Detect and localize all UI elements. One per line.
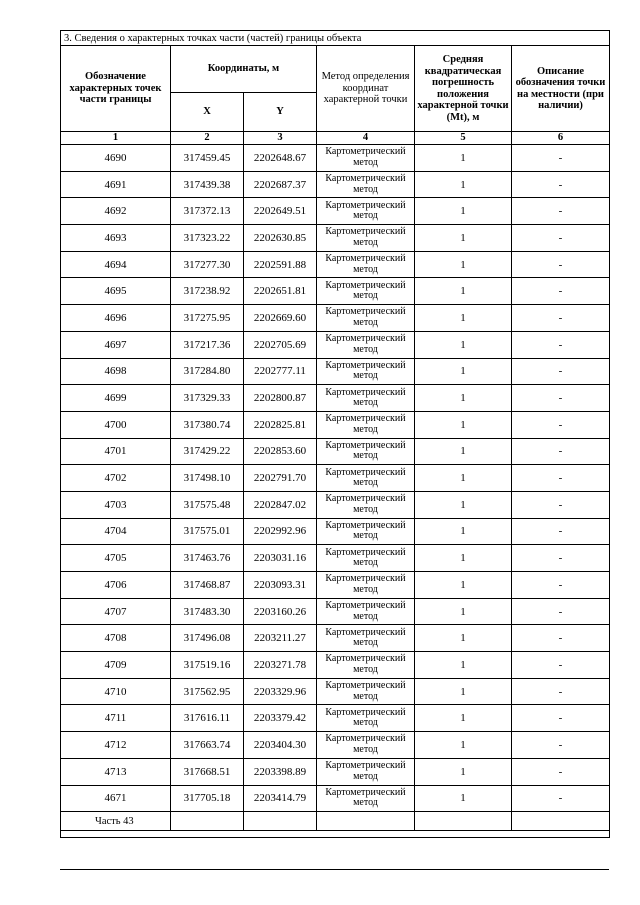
x-coordinate-cell: 317323.22 (171, 225, 244, 252)
point-cell: 4690 (61, 145, 171, 172)
method-cell: Картометрический метод (317, 251, 415, 278)
method-cell: Картометрический метод (317, 785, 415, 812)
y-coordinate-cell: 2203160.26 (244, 598, 317, 625)
method-cell: Картометрический метод (317, 438, 415, 465)
description-cell: - (512, 705, 610, 732)
method-cell: Картометрический метод (317, 625, 415, 652)
y-coordinate-cell: 2202591.88 (244, 251, 317, 278)
x-coordinate-cell: 317483.30 (171, 598, 244, 625)
method-cell: Картометрический метод (317, 358, 415, 385)
x-coordinate-cell: 317217.36 (171, 331, 244, 358)
y-coordinate-cell: 2202800.87 (244, 385, 317, 412)
error-cell: 1 (415, 465, 512, 492)
spacer-cell (61, 831, 610, 838)
x-coordinate-cell: 317663.74 (171, 732, 244, 759)
table-row (61, 491, 610, 518)
y-coordinate-cell: 2202847.02 (244, 491, 317, 518)
table-row (61, 145, 610, 172)
document-sheet (60, 30, 609, 838)
method-cell: Картометрический метод (317, 758, 415, 785)
method-cell: Картометрический метод (317, 145, 415, 172)
x-coordinate-cell: 317668.51 (171, 758, 244, 785)
x-coordinate-cell: 317439.38 (171, 171, 244, 198)
point-cell: 4694 (61, 251, 171, 278)
x-coordinate-cell: 317429.22 (171, 438, 244, 465)
y-coordinate-cell: 2202853.60 (244, 438, 317, 465)
x-coordinate-cell: 317463.76 (171, 545, 244, 572)
error-cell: 1 (415, 625, 512, 652)
description-cell: - (512, 145, 610, 172)
table-row (61, 732, 610, 759)
error-cell: 1 (415, 491, 512, 518)
table-row (61, 518, 610, 545)
header-method: Метод определения координат характерной точки (317, 46, 415, 132)
description-cell: - (512, 358, 610, 385)
method-cell: Картометрический метод (317, 411, 415, 438)
y-coordinate-cell: 2202669.60 (244, 305, 317, 332)
table-row (61, 171, 610, 198)
table-row (61, 758, 610, 785)
table-row (61, 198, 610, 225)
y-coordinate-cell: 2202651.81 (244, 278, 317, 305)
method-cell: Картометрический метод (317, 278, 415, 305)
point-cell: 4712 (61, 732, 171, 759)
header-y: Y (244, 93, 317, 132)
description-cell: - (512, 465, 610, 492)
x-coordinate-cell: 317562.95 (171, 678, 244, 705)
x-coordinate-cell: 317284.80 (171, 358, 244, 385)
table-row (61, 545, 610, 572)
header-description: Описание обозначения точки на местности (при наличии) (512, 46, 610, 132)
x-coordinate-cell: 317498.10 (171, 465, 244, 492)
point-cell: 4698 (61, 358, 171, 385)
table-row (61, 278, 610, 305)
method-cell: Картометрический метод (317, 732, 415, 759)
description-cell: - (512, 438, 610, 465)
header-row-1 (61, 46, 610, 93)
method-cell: Картометрический метод (317, 331, 415, 358)
point-cell: 4709 (61, 652, 171, 679)
method-cell: Картометрический метод (317, 198, 415, 225)
description-cell: - (512, 758, 610, 785)
header-designation: Обозначение характерных точек части границы (61, 46, 171, 132)
method-cell: Картометрический метод (317, 545, 415, 572)
table-row (61, 465, 610, 492)
x-coordinate-cell: 317496.08 (171, 625, 244, 652)
column-number: 2 (171, 132, 244, 145)
description-cell: - (512, 251, 610, 278)
description-cell: - (512, 305, 610, 332)
error-cell: 1 (415, 305, 512, 332)
point-cell: 4699 (61, 385, 171, 412)
y-coordinate-cell: 2202992.96 (244, 518, 317, 545)
method-cell: Картометрический метод (317, 465, 415, 492)
description-cell: - (512, 198, 610, 225)
description-cell: - (512, 732, 610, 759)
x-coordinate-cell: 317275.95 (171, 305, 244, 332)
error-cell: 1 (415, 518, 512, 545)
column-number: 5 (415, 132, 512, 145)
y-coordinate-cell: 2202791.70 (244, 465, 317, 492)
method-cell: Картометрический метод (317, 305, 415, 332)
column-number: 4 (317, 132, 415, 145)
description-cell: - (512, 785, 610, 812)
point-cell: 4705 (61, 545, 171, 572)
method-cell: Картометрический метод (317, 225, 415, 252)
method-cell: Картометрический метод (317, 171, 415, 198)
y-coordinate-cell: 2203398.89 (244, 758, 317, 785)
table-row (61, 358, 610, 385)
x-coordinate-cell: 317519.16 (171, 652, 244, 679)
y-coordinate-cell: 2203379.42 (244, 705, 317, 732)
table-row (61, 411, 610, 438)
error-cell: 1 (415, 145, 512, 172)
empty-cell (171, 812, 244, 831)
point-cell: 4671 (61, 785, 171, 812)
point-cell: 4697 (61, 331, 171, 358)
point-cell: 4707 (61, 598, 171, 625)
error-cell: 1 (415, 705, 512, 732)
header-x: X (171, 93, 244, 132)
description-cell: - (512, 331, 610, 358)
table-row (61, 705, 610, 732)
point-cell: 4703 (61, 491, 171, 518)
table-row (61, 652, 610, 679)
description-cell: - (512, 225, 610, 252)
x-coordinate-cell: 317575.01 (171, 518, 244, 545)
error-cell: 1 (415, 251, 512, 278)
description-cell: - (512, 652, 610, 679)
table-row (61, 785, 610, 812)
table-row (61, 305, 610, 332)
y-coordinate-cell: 2203404.30 (244, 732, 317, 759)
error-cell: 1 (415, 385, 512, 412)
empty-cell (512, 812, 610, 831)
column-number: 6 (512, 132, 610, 145)
x-coordinate-cell: 317329.33 (171, 385, 244, 412)
part-label: Часть 43 (61, 812, 171, 831)
point-cell: 4702 (61, 465, 171, 492)
column-number: 1 (61, 132, 171, 145)
y-coordinate-cell: 2202649.51 (244, 198, 317, 225)
description-cell: - (512, 518, 610, 545)
x-coordinate-cell: 317238.92 (171, 278, 244, 305)
point-cell: 4693 (61, 225, 171, 252)
point-cell: 4695 (61, 278, 171, 305)
y-coordinate-cell: 2202648.67 (244, 145, 317, 172)
point-cell: 4691 (61, 171, 171, 198)
column-number: 3 (244, 132, 317, 145)
section-title-row (61, 31, 610, 46)
description-cell: - (512, 598, 610, 625)
y-coordinate-cell: 2202705.69 (244, 331, 317, 358)
x-coordinate-cell: 317372.13 (171, 198, 244, 225)
y-coordinate-cell: 2202630.85 (244, 225, 317, 252)
table-row (61, 572, 610, 599)
empty-cell (415, 812, 512, 831)
x-coordinate-cell: 317575.48 (171, 491, 244, 518)
error-cell: 1 (415, 225, 512, 252)
table-row (61, 678, 610, 705)
description-cell: - (512, 678, 610, 705)
method-cell: Картометрический метод (317, 491, 415, 518)
error-cell: 1 (415, 572, 512, 599)
table-row (61, 598, 610, 625)
empty-cell (244, 812, 317, 831)
y-coordinate-cell: 2203211.27 (244, 625, 317, 652)
description-cell: - (512, 411, 610, 438)
y-coordinate-cell: 2202687.37 (244, 171, 317, 198)
table-row (61, 438, 610, 465)
error-cell: 1 (415, 678, 512, 705)
method-cell: Картометрический метод (317, 598, 415, 625)
error-cell: 1 (415, 198, 512, 225)
x-coordinate-cell: 317459.45 (171, 145, 244, 172)
method-cell: Картометрический метод (317, 385, 415, 412)
method-cell: Картометрический метод (317, 652, 415, 679)
description-cell: - (512, 491, 610, 518)
y-coordinate-cell: 2203329.96 (244, 678, 317, 705)
y-coordinate-cell: 2202777.11 (244, 358, 317, 385)
error-cell: 1 (415, 278, 512, 305)
error-cell: 1 (415, 785, 512, 812)
error-cell: 1 (415, 438, 512, 465)
error-cell: 1 (415, 331, 512, 358)
method-cell: Картометрический метод (317, 572, 415, 599)
point-cell: 4708 (61, 625, 171, 652)
point-cell: 4692 (61, 198, 171, 225)
y-coordinate-cell: 2203414.79 (244, 785, 317, 812)
section-title: 3. Сведения о характерных точках части (частей) границы объекта (61, 31, 610, 46)
description-cell: - (512, 572, 610, 599)
point-cell: 4701 (61, 438, 171, 465)
x-coordinate-cell: 317705.18 (171, 785, 244, 812)
method-cell: Картометрический метод (317, 678, 415, 705)
point-cell: 4696 (61, 305, 171, 332)
y-coordinate-cell: 2202825.81 (244, 411, 317, 438)
spacer-row (61, 831, 610, 838)
point-cell: 4713 (61, 758, 171, 785)
error-cell: 1 (415, 358, 512, 385)
description-cell: - (512, 171, 610, 198)
table-row (61, 251, 610, 278)
method-cell: Картометрический метод (317, 705, 415, 732)
header-coordinates: Координаты, м (171, 46, 317, 93)
error-cell: 1 (415, 652, 512, 679)
x-coordinate-cell: 317468.87 (171, 572, 244, 599)
table-row (61, 331, 610, 358)
table-row (61, 385, 610, 412)
y-coordinate-cell: 2203093.31 (244, 572, 317, 599)
footer-rule (60, 869, 609, 870)
error-cell: 1 (415, 732, 512, 759)
description-cell: - (512, 385, 610, 412)
boundary-points-table (60, 30, 610, 838)
error-cell: 1 (415, 758, 512, 785)
method-cell: Картометрический метод (317, 518, 415, 545)
description-cell: - (512, 625, 610, 652)
header-error: Средняя квадратическая погрешность положения характерной точки (Mt), м (415, 46, 512, 132)
empty-cell (317, 812, 415, 831)
error-cell: 1 (415, 411, 512, 438)
point-cell: 4700 (61, 411, 171, 438)
table-row (61, 625, 610, 652)
x-coordinate-cell: 317380.74 (171, 411, 244, 438)
point-cell: 4710 (61, 678, 171, 705)
description-cell: - (512, 278, 610, 305)
point-cell: 4704 (61, 518, 171, 545)
point-cell: 4711 (61, 705, 171, 732)
x-coordinate-cell: 317277.30 (171, 251, 244, 278)
error-cell: 1 (415, 598, 512, 625)
x-coordinate-cell: 317616.11 (171, 705, 244, 732)
error-cell: 1 (415, 545, 512, 572)
y-coordinate-cell: 2203031.16 (244, 545, 317, 572)
description-cell: - (512, 545, 610, 572)
point-cell: 4706 (61, 572, 171, 599)
error-cell: 1 (415, 171, 512, 198)
table-row (61, 225, 610, 252)
part-row (61, 812, 610, 831)
column-number-row (61, 132, 610, 145)
y-coordinate-cell: 2203271.78 (244, 652, 317, 679)
